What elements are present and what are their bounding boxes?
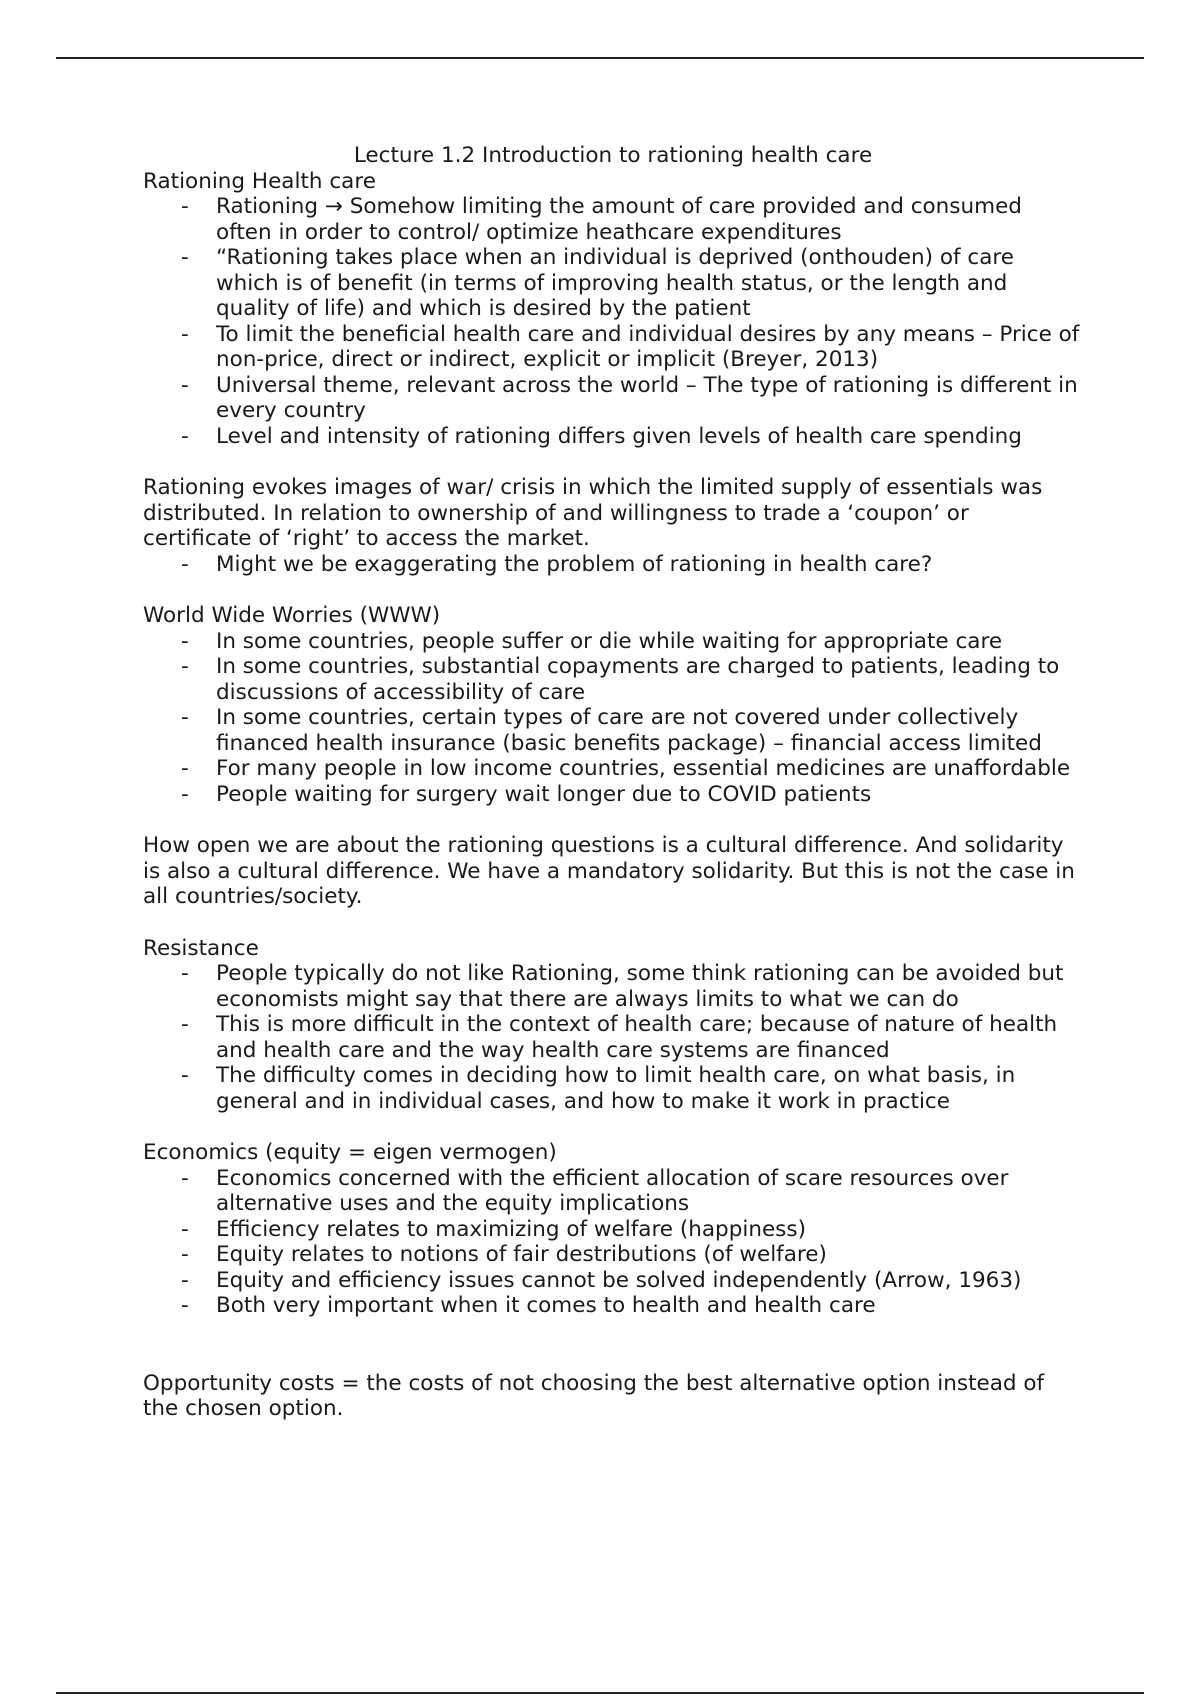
dash-bullet: -: [181, 781, 189, 807]
dash-bullet: -: [181, 1012, 189, 1037]
spacer: [143, 910, 1083, 936]
list-item: [143, 1012, 1083, 1063]
spacer: [143, 1319, 1083, 1371]
list-item-text: People typically do not like Rationing, some think rationing can be avoided but economists might say that there are always limits to what we can do: [216, 961, 1064, 1012]
dash-bullet: -: [181, 321, 189, 347]
list-item-text: For many people in low income countries, essential medicines are unaffordable: [216, 756, 1071, 781]
section-heading: World Wide Worries (WWW): [143, 603, 441, 628]
dash-bullet: -: [181, 1216, 189, 1242]
dash-bullet: -: [181, 551, 189, 577]
list-item-text: Economics concerned with the efficient allocation of scare resources over alternative uses and the equity implications: [216, 1165, 1009, 1216]
list-item: [143, 654, 1083, 705]
list-item-text: “Rationing takes place when an individual is deprived (onthouden) of care which is of benefit (in terms of improving health status, or the length and quality of life) and which is desired by the patient: [216, 245, 1014, 321]
list-item-text: Rationing → Somehow limiting the amount of care provided and consumed often in order to control/ optimize heathcare expenditures: [216, 194, 1022, 245]
list-item-text: Equity relates to notions of fair destributions (of welfare): [216, 1242, 827, 1267]
dash-bullet: -: [181, 1267, 189, 1293]
list-item: [143, 1166, 1083, 1217]
list-item: [143, 782, 1083, 808]
section-heading: Resistance: [143, 935, 259, 961]
spacer: [143, 1114, 1083, 1140]
list-item-text: In some countries, people suffer or die while waiting for appropriate care: [216, 628, 1003, 654]
dash-bullet: -: [181, 194, 189, 219]
list-item-text: Equity and efficiency issues cannot be solved independently (Arrow, 1963): [216, 1267, 1022, 1293]
dash-bullet: -: [181, 705, 189, 730]
list-item-text: Might we be exaggerating the problem of rationing in health care?: [216, 551, 933, 577]
spacer: [143, 449, 1083, 475]
dash-bullet: -: [181, 654, 189, 679]
document-title: Lecture 1.2 Introduction to rationing health care: [353, 143, 873, 168]
list-item: [143, 373, 1083, 424]
list-item-text: To limit the beneficial health care and individual desires by any means – Price of non-price, direct or indirect, explicit or implicit (Breyer, 2013): [216, 321, 1080, 372]
dash-bullet: -: [181, 961, 189, 986]
list-item: [143, 1293, 1083, 1319]
dash-bullet: -: [181, 1165, 189, 1191]
section-heading: Economics (equity = eigen vermogen): [143, 1140, 557, 1165]
list-item-text: Level and intensity of rationing differs given levels of health care spending: [216, 423, 1022, 449]
spacer: [143, 807, 1083, 833]
list-item: [143, 1268, 1083, 1294]
list-item: [143, 552, 1083, 578]
bullet-list: [143, 194, 1083, 449]
list-item-text: This is more difficult in the context of health care; because of nature of health and health care and the way health care systems are financed: [216, 1012, 1058, 1063]
list-item: [143, 961, 1083, 1012]
dash-bullet: -: [181, 1293, 189, 1318]
list-item: [143, 245, 1083, 322]
list-item-text: In some countries, certain types of care are not covered under collectively financed health insurance (basic benefits package) – financial access limited: [216, 705, 1042, 756]
dash-bullet: -: [181, 423, 189, 449]
bullet-list: [143, 552, 1083, 578]
list-item: [143, 1242, 1083, 1268]
list-item: [143, 194, 1083, 245]
dash-bullet: -: [181, 245, 189, 270]
list-item-text: The difficulty comes in deciding how to limit health care, on what basis, in general and in individual cases, and how to make it work in practice: [216, 1063, 1016, 1114]
list-item: [143, 629, 1083, 655]
list-item-text: In some countries, substantial copayments are charged to patients, leading to discussions of accessibility of care: [216, 654, 1060, 705]
list-item: [143, 705, 1083, 756]
document-page: [143, 143, 1083, 1422]
list-item-text: People waiting for surgery wait longer due to COVID patients: [216, 781, 872, 807]
paragraph: How open we are about the rationing questions is a cultural difference. And solidarity is also a cultural difference. We have a mandatory solidarity. But this is not the case in all countries/society.: [143, 833, 1075, 909]
footer-rule: [56, 1692, 1144, 1694]
list-item: [143, 322, 1083, 373]
list-item: [143, 1217, 1083, 1243]
bullet-list: [143, 961, 1083, 1114]
paragraph: Opportunity costs = the costs of not choosing the best alternative option instead of the chosen option.: [143, 1370, 1045, 1421]
dash-bullet: -: [181, 372, 189, 398]
bullet-list: [143, 629, 1083, 808]
header-rule: [56, 57, 1144, 59]
paragraph: Rationing evokes images of war/ crisis in which the limited supply of essentials was distributed. In relation to ownership of and willingness to trade a ‘coupon’ or certificate of ‘right’ to access the market.: [143, 475, 1043, 551]
list-item-text: Universal theme, relevant across the world – The type of rationing is different in every country: [216, 372, 1078, 423]
list-item: [143, 1063, 1083, 1114]
bullet-list: [143, 1166, 1083, 1319]
dash-bullet: -: [181, 1242, 189, 1267]
section-heading: Rationing Health care: [143, 168, 376, 194]
list-item: [143, 756, 1083, 782]
list-item-text: Efficiency relates to maximizing of welfare (happiness): [216, 1216, 806, 1242]
dash-bullet: -: [181, 1063, 189, 1088]
dash-bullet: -: [181, 628, 189, 654]
dash-bullet: -: [181, 756, 189, 781]
list-item-text: Both very important when it comes to health and health care: [216, 1293, 876, 1318]
list-item: [143, 424, 1083, 450]
spacer: [143, 577, 1083, 603]
